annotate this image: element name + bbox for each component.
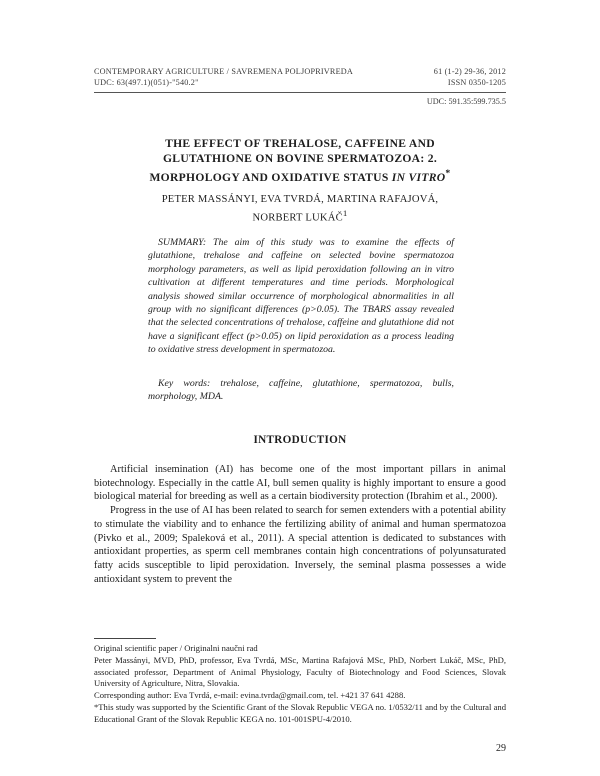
authors-line-1: PETER MASSÁNYI, EVA TVRDÁ, MARTINA RAFAJOVÁ,: [161, 194, 439, 205]
corresponding-author-note: Corresponding author: Eva Tvrdá, e-mail: evina.tvrda@gmail.com, tel. +421 37 641 4288.: [94, 690, 406, 701]
affiliation-note: Peter Massányi, MVD, PhD, professor, Eva Tvrdá, MSc, Martina Rafajová MSc, PhD, Norbert Lukáč, MSc, PhD, associated professor, Department of Animal Physiology, Faculty of Biotechnology and Food Sciences, Slovak University of Agriculture, Nitra, Slovakia.: [94, 654, 506, 689]
title-line-3: [110, 166, 490, 185]
paper-type-note: Original scientific paper / Originalni naučni rad: [94, 643, 258, 653]
body-text: [94, 463, 506, 586]
page-number: 29: [496, 743, 506, 754]
abstract: SUMMARY: The aim of this study was to examine the effects of glutathione, trehalose and caffeine on selected bovine spermatozoa morphology parameters, as well as lipid peroxidation following an in vitro cultivation at different temperatures and time periods. Morphological analysis showed similar occurrence of morphological abnormalities in all group with no significant differences (p>0.05). The TBARS assay revealed that the selected concentrations of trehalose, caffeine and glutathione did not have a significant effect (p>0.05) on lipid peroxidation as a process leading to oxidative stress development in spermatozoa.: [148, 237, 454, 356]
header-rule: [94, 92, 506, 93]
paragraph: Artificial insemination (AI) has become one of the most important pillars in animal biotechnology. Especially in the cattle AI, bull semen quality is highly important to ensure a good biological material for breeding as well as a certain biodiversity protection (Ibrahim et al., 2000).: [94, 464, 506, 503]
title-line-1: THE EFFECT OF TREHALOSE, CAFFEINE AND: [165, 137, 435, 150]
journal-header: [94, 66, 424, 88]
journal-name: CONTEMPORARY AGRICULTURE / SAVREMENA POLJOPRIVREDA: [94, 67, 353, 76]
article-title: [110, 136, 490, 185]
title-line-3-text: MORPHOLOGY AND OXIDATIVE STATUS: [149, 170, 392, 184]
footnote-rule: [94, 638, 156, 639]
author-list: [110, 193, 490, 225]
journal-udc: UDC: 63(497.1)(051)-"540.2": [94, 78, 199, 87]
title-line-2: GLUTATHIONE ON BOVINE SPERMATOZOA: 2.: [162, 152, 438, 165]
section-heading-introduction: INTRODUCTION: [253, 434, 347, 446]
title-in-vitro: IN VITRO: [391, 170, 446, 184]
footnotes: [94, 643, 506, 726]
funding-note: *This study was supported by the Scientific Grant of the Slovak Republic VEGA no. 1/0532/11 and by the Cultural and Educational Grant of the Slovak Republic KEGA no. 101-001SPU-4/2010.: [94, 701, 506, 724]
issn: ISSN 0350-1205: [447, 78, 506, 87]
keywords: Key words: trehalose, caffeine, glutathione, spermatozoa, bulls, morphology, MDA.: [148, 378, 454, 403]
volume-number: 61 (1-2) 29-36, 2012: [433, 67, 506, 76]
authors-affiliation-mark: 1: [342, 207, 348, 218]
article-udc: UDC: 591.35:599.735.5: [426, 97, 506, 106]
volume-info: [386, 66, 506, 88]
title-asterisk: *: [445, 168, 451, 179]
paragraph: Progress in the use of AI has been related to search for semen extenders with a potential ability to stimulate the viability and to enhance the fertilizing ability of animal and human spermatozoa (Pivko et al., 2009; Spaleková et al., 2011). A special attention is dedicated to substances with antioxidant properties, as sperm cell membranes contain high concentrations of polyunsaturated fatty acids susceptible to lipid peroxidation. Inversely, the seminal plasma possesses a wide antioxidant system to prevent the: [94, 505, 506, 585]
authors-line-2-text: NORBERT LUKÁČ: [252, 212, 343, 224]
authors-line-2: [110, 207, 490, 225]
